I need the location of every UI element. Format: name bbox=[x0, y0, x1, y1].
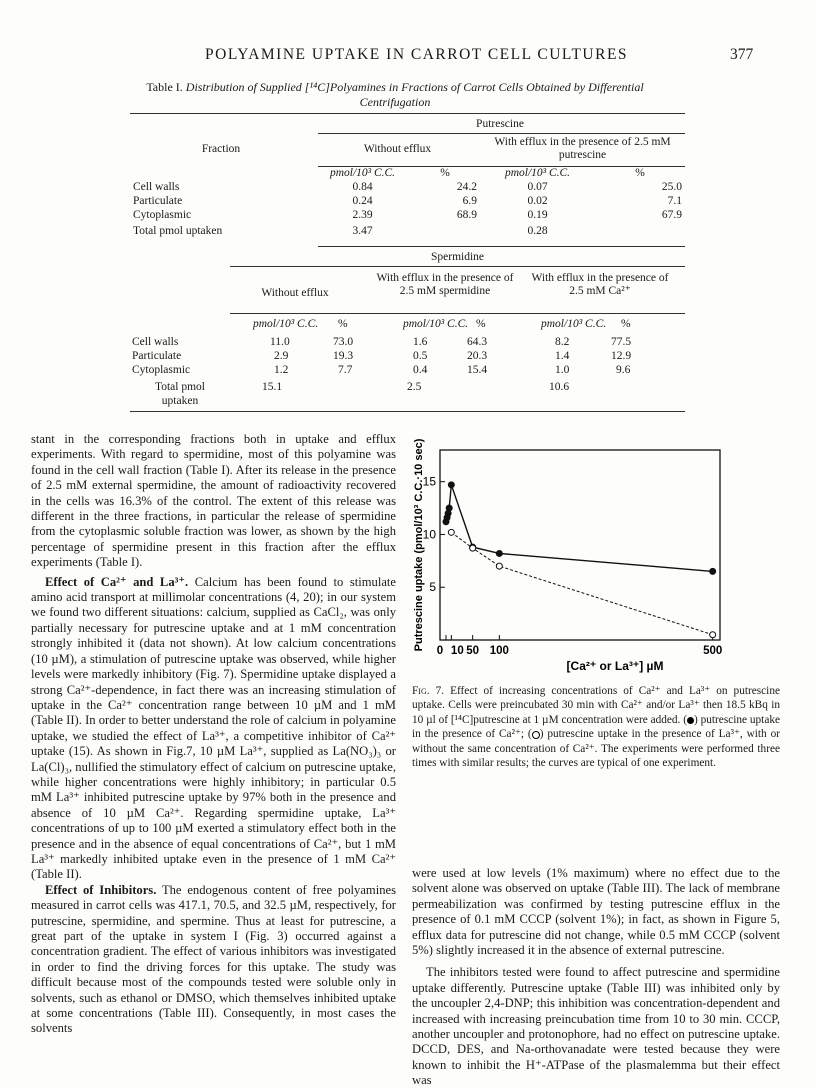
caption-text: ) putrescine uptake in the presence of Ca²⁺; ( bbox=[412, 713, 780, 741]
caption-text: ) putrescine uptake in the presence of La³⁺, with or without the same concentration of Ca²⁺. The experiments were performed three times with similar results; the curves are typical of one experiment. bbox=[412, 728, 780, 770]
data-point-filled bbox=[446, 505, 452, 511]
paragraph bbox=[31, 575, 396, 883]
cell: 24.2 bbox=[456, 181, 477, 193]
unit-header: pmol/10³ C.C. bbox=[504, 167, 571, 179]
x-tick-label: 10 bbox=[450, 645, 464, 657]
y-axis-label: Putrescine uptake (pmol/10³ C.C.·10 sec) bbox=[413, 438, 425, 652]
unit-header: % bbox=[476, 318, 486, 330]
row-label: Cytoplasmic bbox=[133, 209, 192, 221]
cell: 25.0 bbox=[661, 181, 682, 193]
x-tick-label: 0 bbox=[436, 645, 444, 657]
section-title: Effect of Ca²⁺ and La³⁺. bbox=[45, 574, 189, 589]
y-tick-label: 10 bbox=[422, 527, 436, 542]
spermidine-heading: Spermidine bbox=[430, 251, 485, 263]
unit-header: pmol/10³ C.C. bbox=[329, 167, 396, 179]
cell: 7.1 bbox=[667, 195, 682, 207]
x-axis-label: [Ca²⁺ or La³⁺] µM bbox=[566, 659, 664, 673]
putrescine-group-2: With efflux in the presence of 2.5 mM putrescine bbox=[494, 136, 671, 161]
row-label: Particulate bbox=[132, 350, 182, 362]
row-label: Cell walls bbox=[133, 181, 180, 193]
cell: 77.5 bbox=[611, 336, 632, 348]
y-tick-label: 5 bbox=[429, 580, 436, 595]
cell: 2.39 bbox=[352, 209, 373, 221]
cell: 1.0 bbox=[555, 364, 570, 376]
right-column bbox=[412, 866, 780, 1089]
cell: 1.4 bbox=[555, 350, 570, 362]
spermidine-rows bbox=[0, 335, 816, 410]
cell: 20.3 bbox=[467, 350, 488, 362]
data-point-filled bbox=[496, 550, 502, 556]
table-caption bbox=[130, 80, 660, 110]
cell: 11.0 bbox=[270, 336, 290, 348]
spermidine-group-2: With efflux in the presence of 2.5 mM spermidine bbox=[376, 272, 514, 297]
cell: 10.6 bbox=[549, 381, 570, 393]
table-row bbox=[0, 363, 816, 377]
row-label: Total pmol uptaken bbox=[133, 225, 223, 237]
figure-caption bbox=[412, 684, 780, 770]
cell: 2.5 bbox=[407, 381, 422, 393]
data-point-open bbox=[496, 563, 502, 569]
row-label: Cytoplasmic bbox=[132, 364, 191, 376]
spermidine-heading-rule bbox=[230, 266, 685, 267]
cell: 67.9 bbox=[661, 209, 682, 221]
paragraph-text: The endogenous content of free polyamines measured in carrot cells was 417.1, 70.5, and 32.5 µM, respectively, for putrescine, spermidine, and spermine. Thus at least for putrescine, a great part of the uptake in system I (Fig. 3) occurred against a concentration gradient. The effect of various inhibitors was investigated in order to find the driving forces for this uptake. The study was difficult because most of the compounds tested were soluble only in solvents, such as ethanol or DMSO, which themselves inhibited uptake at some concentrations (Table III). Consequently, in most cases the solvents bbox=[31, 882, 396, 1036]
plot-frame bbox=[440, 450, 720, 640]
table-row bbox=[130, 194, 685, 208]
table-row bbox=[0, 335, 816, 349]
left-column bbox=[31, 432, 396, 1037]
cell: 15.4 bbox=[467, 364, 488, 376]
total-row bbox=[0, 380, 816, 410]
cell: 0.5 bbox=[413, 350, 428, 362]
figure-label: Fig. 7. bbox=[412, 685, 445, 697]
cell: 3.47 bbox=[352, 225, 373, 237]
unit-header: % bbox=[440, 167, 450, 179]
cell: 6.9 bbox=[462, 195, 477, 207]
cell: 1.6 bbox=[413, 336, 428, 348]
cell: 12.9 bbox=[611, 350, 632, 362]
cell: 2.9 bbox=[274, 350, 289, 362]
page-number: 377 bbox=[730, 46, 754, 63]
cell: 0.02 bbox=[527, 195, 548, 207]
putrescine-heading: Putrescine bbox=[476, 117, 524, 130]
cell: 19.3 bbox=[333, 350, 354, 362]
figure-7-chart bbox=[410, 430, 790, 680]
spermidine-groups-rule bbox=[230, 313, 685, 314]
table-bottom-rule bbox=[130, 411, 685, 412]
unit-header: pmol/10³ C.C. bbox=[403, 318, 469, 330]
paragraph bbox=[31, 883, 396, 1037]
x-tick-label: 500 bbox=[703, 645, 723, 657]
paragraph-text: Calcium has been found to stimulate amino acid transport at millimolar concentrations (4, 20); in our system we found two different situations: calcium, supplied as CaCl₂, was only partially necessary for putrescine uptake and at 1 mM concentration strongly inhibited it (data not shown). At low calcium concentrations (10 µM), a stimulation of putrescine uptake was observed, while higher levels were markedly inhibitory (Fig. 7). Spermidine uptake displayed a strong Ca²⁺-dependence, in fact there was an increasing stimulation of uptake in the Ca²⁺ concentration range between 10 µM and 1 mM (Table II). In order to better understand the role of calcium in polyamine uptake, we studied the effect of La³⁺, a competitive inhibitor of Ca²⁺ uptake (15). As shown in Fig.7, 10 µM La³⁺, supplied as La(NO₃)₃ or La(Cl)₃, nullified the stimulatory effect of calcium on putrescine uptake, while higher concentrations were highly inhibitory; in particular 0.5 mM La³⁺ inhibited putrescine uptake by 97% both in the presence and absence of 10 µM Ca²⁺. Regarding spermidine uptake, La³⁺ concentrations of up to 100 µM exerted a stimulatory effect both in the presence and in the absence of equal concentrations of Ca²⁺, but 1 mM La³⁺ markedly inhibited uptake even in the presence of 1 mM Ca²⁺ (Table II). bbox=[31, 574, 397, 882]
table-top-rule bbox=[130, 113, 685, 114]
row-label: Total pmol uptaken bbox=[155, 381, 205, 407]
table-row bbox=[0, 349, 816, 363]
row-label: Particulate bbox=[133, 195, 183, 207]
cell: 0.4 bbox=[413, 364, 428, 376]
data-point-open bbox=[470, 545, 476, 551]
paragraph: The inhibitors tested were found to affect putrescine and spermidine uptake differently. Putrescine uptake (Table III) was inhibited only by the uncoupler 2,4-DNP; this inhibition was concentration-dependent and increased with increasing preincubation time from 10 to 30 min. CCCP, another uncoupler and protonophore, had no effect on putrescine uptake. DCCD, DES, and Na-orthovanadate were tested because they were known to inhibit the H⁺-ATPase of the plasmalemma but their effect was bbox=[412, 965, 780, 1088]
cell: 0.28 bbox=[527, 225, 548, 237]
cell: 9.6 bbox=[616, 364, 631, 376]
data-point-open bbox=[448, 529, 454, 535]
putrescine-group-1: Without efflux bbox=[363, 143, 432, 155]
table-row bbox=[130, 180, 685, 194]
total-row bbox=[130, 222, 685, 240]
cell: 64.3 bbox=[467, 336, 488, 348]
open-circle-icon bbox=[532, 731, 540, 739]
cell: 0.19 bbox=[527, 209, 548, 221]
row-label: Cell walls bbox=[132, 336, 179, 348]
caption-text: Effect of increasing concentrations of Ca²⁺ and La³⁺ on putrescine uptake. Cells were preincubated 30 min with Ca²⁺ and/or La³⁺ then 18.5 kBq in 10 µl of [¹⁴C]putrescine at 1 µM concentration were added. ( bbox=[412, 685, 780, 726]
data-point-open bbox=[710, 632, 716, 638]
data-point-filled bbox=[710, 568, 716, 574]
cell: 0.07 bbox=[527, 181, 548, 193]
paragraph: stant in the corresponding fractions both in uptake and efflux experiments. With regard to spermidine, most of this polyamine was found in the cell wall fraction (Table I). After its release in the presence of 2.5 mM external spermidine, the amount of radioactivity recovered in the cells was 16.3% of the control. The extent of this release was different in the three fractions, in particular the release of spermidine from the cytoplasmic soluble fraction was lower, as shown by the high percentage of spermidine present in this fraction after the efflux experiments (Table I). bbox=[31, 432, 396, 570]
cell: 73.0 bbox=[333, 336, 354, 348]
spermidine-group-3: With efflux in the presence of 2.5 mM Ca²⁺ bbox=[531, 272, 669, 297]
cell: 7.7 bbox=[338, 364, 353, 376]
unit-header: % bbox=[338, 318, 348, 330]
cell: 1.2 bbox=[274, 364, 289, 376]
x-tick-label: 100 bbox=[489, 645, 509, 657]
cell: 68.9 bbox=[456, 209, 477, 221]
series-line-la bbox=[451, 532, 712, 634]
cell: 15.1 bbox=[262, 381, 283, 393]
running-title: POLYAMINE UPTAKE IN CARROT CELL CULTURES bbox=[205, 46, 629, 63]
x-tick-label: 50 bbox=[466, 645, 480, 657]
section-title: Effect of Inhibitors. bbox=[45, 882, 157, 897]
putrescine-table bbox=[130, 115, 685, 240]
fraction-header: Fraction bbox=[201, 143, 241, 155]
paragraph: were used at low levels (1% maximum) where no effect due to the solvent alone was observed on uptake (Table III). The lack of membrane permeabilization was confirmed by testing putrescine efflux in the presence of 0.1 mM CCCP (solvent 1%); in fact, as shown in Figure 5, efflux data for putrescine did not change, while 0.5 mM CCCP (solvent 5%) slightly increased it in the absence of external putrescine. bbox=[412, 866, 780, 958]
table-row bbox=[130, 208, 685, 222]
cell: 0.84 bbox=[352, 181, 373, 193]
spermidine-group-1: Without efflux bbox=[261, 287, 329, 299]
data-point-filled bbox=[448, 482, 454, 488]
table-caption-text: Distribution of Supplied [¹⁴C]Polyamines in Fractions of Carrot Cells Obtained by Differential Centrifugation bbox=[185, 80, 644, 109]
cell: 8.2 bbox=[555, 336, 570, 348]
cell: 0.24 bbox=[352, 195, 373, 207]
unit-header: pmol/10³ C.C. bbox=[253, 318, 319, 330]
y-tick-label: 15 bbox=[422, 474, 436, 489]
putrescine-bottom-rule bbox=[318, 246, 685, 247]
filled-circle-icon bbox=[687, 717, 694, 724]
page-header bbox=[0, 46, 816, 66]
table-label: Table I. bbox=[146, 80, 183, 94]
unit-header: % bbox=[635, 167, 645, 179]
unit-header: pmol/10³ C.C. bbox=[541, 318, 607, 330]
unit-header: % bbox=[621, 318, 631, 330]
series-line-ca bbox=[446, 485, 713, 572]
